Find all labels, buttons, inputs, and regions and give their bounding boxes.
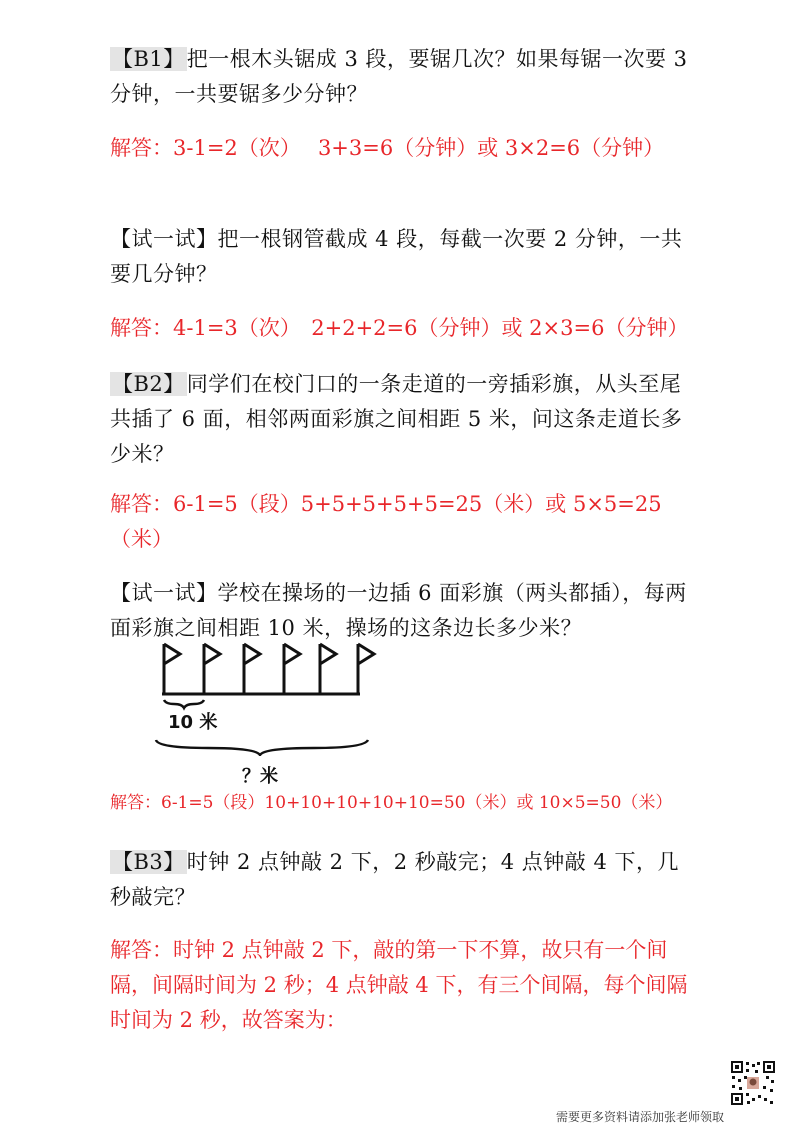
- segment-label: 10 米: [168, 712, 218, 733]
- flag: [204, 644, 220, 694]
- question-tag: 【试一试】: [110, 581, 218, 605]
- question-text: 时钟 2 点钟敲 2 下，2 秒敲完；4 点钟敲 4 下，几秒敲完？: [110, 850, 680, 909]
- answer-try-1: 解答：4-1=3（次） 2+2+2=6（分钟）或 2×3=6（分钟）: [110, 316, 689, 340]
- question-tag: 【试一试】: [110, 227, 218, 251]
- question-text: 把一根钢管截成 4 段，每截一次要 2 分钟，一共要几分钟？: [110, 227, 683, 286]
- flag: [164, 644, 180, 694]
- question-b2: [110, 367, 700, 472]
- total-brace: [156, 740, 368, 755]
- question-tag: 【B2】: [112, 372, 185, 396]
- question-b1: [110, 42, 700, 112]
- question-try-2: [110, 576, 700, 646]
- question-tag: 【B1】: [112, 47, 185, 71]
- footer-note: 需要更多资料请添加张老师领取: [556, 1110, 725, 1124]
- flag-diagram-svg: [148, 638, 388, 756]
- flag: [244, 644, 260, 694]
- answer-b1: 解答：3-1=2（次） 3+3=6（分钟）或 3×2=6（分钟）: [110, 136, 665, 160]
- question-tag: 【B3】: [112, 850, 185, 874]
- flag: [320, 644, 336, 694]
- segment-brace: [164, 700, 204, 708]
- flag: [358, 644, 374, 694]
- answer-b2: 解答：6-1=5（段）5+5+5+5+5=25（米）或 5×5=25（米）: [110, 492, 662, 551]
- flag: [284, 644, 300, 694]
- total-label: ？米: [242, 766, 278, 787]
- flag-diagram: [148, 638, 388, 788]
- question-b3: [110, 845, 700, 915]
- answer-b3: 解答：时钟 2 点钟敲 2 下，敲的第一下不算，故只有一个间隔，间隔时间为 2 秒；4 点钟敲 4 下，有三个间隔，每个间隔时间为 2 秒，故答案为：: [110, 938, 688, 1032]
- qr-code-icon: [730, 1060, 776, 1106]
- question-text: 学校在操场的一边插 6 面彩旗（两头都插），每两面彩旗之间相距 10 米，操场的这条边长多少米？: [110, 581, 687, 640]
- question-text: 同学们在校门口的一条走道的一旁插彩旗，从头至尾共插了 6 面，相邻两面彩旗之间相距 5 米，问这条走道长多少米？: [110, 372, 683, 466]
- answer-try-2: 解答：6-1=5（段）10+10+10+10+10=50（米）或 10×5=50（米）: [110, 793, 673, 813]
- question-try-1: [110, 222, 700, 292]
- question-text: 把一根木头锯成 3 段，要锯几次？如果每锯一次要 3 分钟，一共要锯多少分钟？: [110, 47, 688, 106]
